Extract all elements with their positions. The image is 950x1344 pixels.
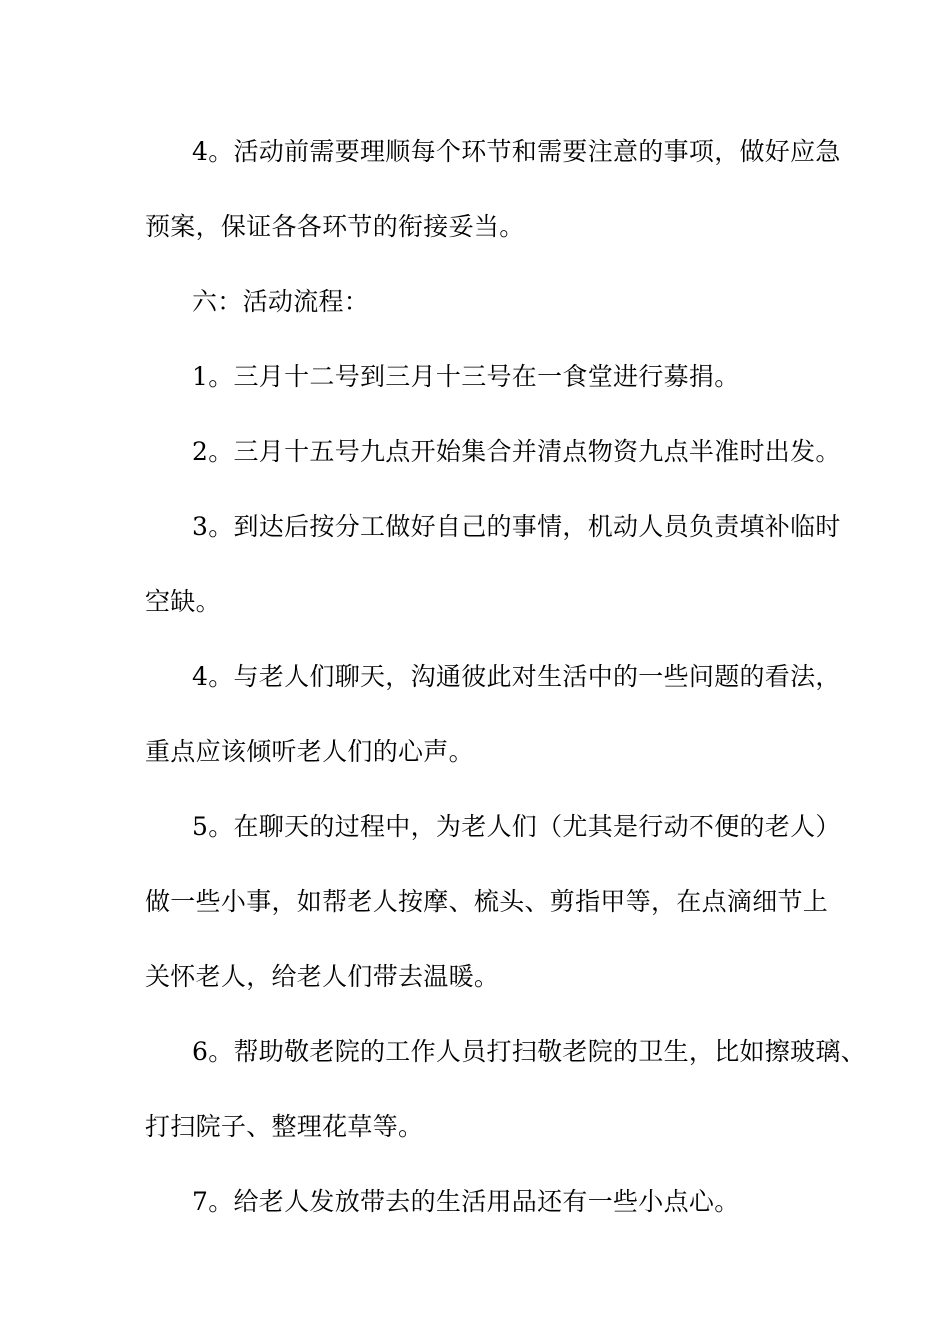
flow-step-5-line-2: 做一些小事，如帮老人按摩、梳头、剪指甲等，在点滴细节上	[145, 887, 829, 916]
flow-step-3-line-2: 空缺。	[145, 587, 221, 616]
flow-step-3-line-1: 3。到达后按分工做好自己的事情，机动人员负责填补临时	[192, 512, 841, 541]
flow-step-2: 2。三月十五号九点开始集合并清点物资九点半准时出发。	[192, 437, 841, 466]
flow-step-6-line-2: 打扫院子、整理花草等。	[145, 1112, 424, 1141]
flow-step-4-line-2: 重点应该倾听老人们的心声。	[145, 737, 474, 766]
flow-step-4-line-1: 4。与老人们聊天，沟通彼此对生活中的一些问题的看法，	[192, 662, 841, 691]
flow-step-5-line-1: 5。在聊天的过程中，为老人们（尤其是行动不便的老人）	[192, 812, 841, 841]
flow-step-5-line-3: 关怀老人，给老人们带去温暖。	[145, 962, 500, 991]
paragraph-item-4-line-2: 预案，保证各各环节的衔接妥当。	[145, 212, 525, 241]
flow-step-7: 7。给老人发放带去的生活用品还有一些小点心。	[192, 1187, 740, 1216]
flow-step-6-line-1: 6。帮助敬老院的工作人员打扫敬老院的卫生，比如擦玻璃、	[192, 1037, 867, 1066]
section-heading-flow: 六：活动流程：	[192, 287, 370, 316]
paragraph-item-4-line-1: 4。活动前需要理顺每个环节和需要注意的事项，做好应急	[192, 137, 841, 166]
flow-step-1: 1。三月十二号到三月十三号在一食堂进行募捐。	[192, 362, 740, 391]
